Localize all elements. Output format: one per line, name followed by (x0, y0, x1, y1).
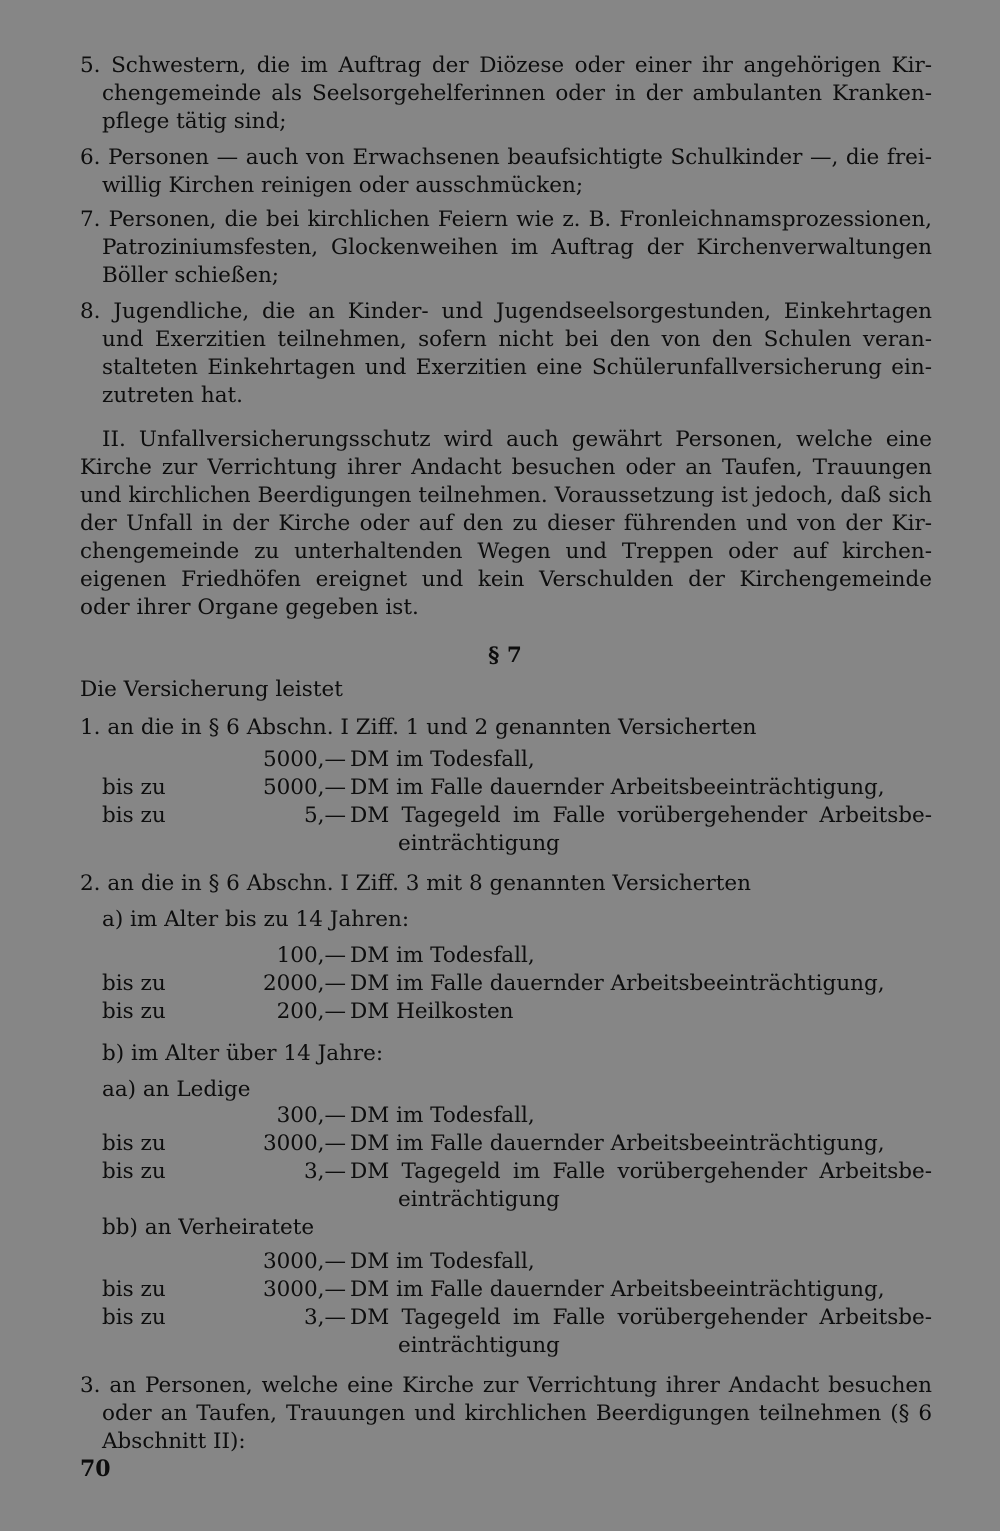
benefit-item-2: 2. an die in § 6 Abschn. I Ziff. 3 mit 8 genannten Versicherten (80, 871, 751, 896)
benefit-amount: 3,— (303, 1305, 346, 1330)
benefit-row (0, 942, 1000, 970)
item7-line: Patroziniumsfesten, Glockenweihen im Auftrag der Kirchenverwaltungen (102, 235, 932, 260)
benefit-amount: 5000,— (262, 747, 346, 772)
benefit-row (0, 1102, 1000, 1130)
item8-line: und Exerzitien teilnehmen, sofern nicht bei den von den Schulen veran- (102, 327, 932, 352)
benefit-description: DM Tagegeld im Falle vorübergehender Arbeitsbe- (350, 1159, 932, 1184)
benefit-description: DM Tagegeld im Falle vorübergehender Arbeitsbe- (350, 803, 932, 828)
benefit-prefix: bis zu (102, 999, 166, 1024)
benefit-description: einträchtigung (398, 1187, 560, 1212)
benefit-amount: 5000,— (262, 775, 346, 800)
benefit-row (0, 1158, 1000, 1186)
item5-line: 5. Schwestern, die im Auftrag der Diözese oder einer ihr angehörigen Kir- (80, 53, 932, 78)
part2-line: chengemeinde zu unterhaltenden Wegen und Treppen oder auf kirchen- (80, 539, 932, 564)
item7-line: 7. Personen, die bei kirchlichen Feiern wie z. B. Fronleichnamsprozessionen, (80, 207, 932, 232)
benefit-amount: 2000,— (262, 971, 346, 996)
benefit-prefix: bis zu (102, 803, 166, 828)
part2-line: II. Unfallversicherungsschutz wird auch gewährt Personen, welche eine (102, 427, 932, 452)
item6-line: 6. Personen — auch von Erwachsenen beaufsichtigte Schulkinder —, die frei- (80, 145, 932, 170)
benefit-item-3-line: oder an Taufen, Trauungen und kirchlichen Beerdigungen teilnehmen (§ 6 (102, 1401, 932, 1426)
benefit-prefix: bis zu (102, 1131, 166, 1156)
benefit-item-3-line: 3. an Personen, welche eine Kirche zur Verrichtung ihrer Andacht besuchen (80, 1373, 932, 1398)
benefit-description: DM im Todesfall, (350, 1249, 535, 1274)
benefit-row (0, 1304, 1000, 1332)
benefit-subitem-bb: bb) an Verheiratete (102, 1215, 315, 1240)
benefit-description: einträchtigung (398, 831, 560, 856)
benefit-subitem-b: b) im Alter über 14 Jahre: (102, 1041, 384, 1066)
benefit-row (0, 1130, 1000, 1158)
item8-line: 8. Jugendliche, die an Kinder- und Jugendseelsorgestunden, Einkehrtagen (80, 299, 932, 324)
benefit-row (0, 774, 1000, 802)
benefit-row (0, 1186, 1000, 1214)
item5-line: chengemeinde als Seelsorgehelferinnen oder in der ambulanten Kranken- (102, 81, 932, 106)
part2-line: der Unfall in der Kirche oder auf den zu dieser führenden und von der Kir- (80, 511, 932, 536)
benefit-amount: 100,— (276, 943, 346, 968)
benefit-description: DM im Falle dauernder Arbeitsbeeinträchtigung, (350, 1131, 885, 1156)
benefit-item-1: 1. an die in § 6 Abschn. I Ziff. 1 und 2 genannten Versicherten (80, 715, 757, 740)
benefit-subitem-aa: aa) an Ledige (102, 1077, 251, 1102)
part2-line: Kirche zur Verrichtung ihrer Andacht besuchen oder an Taufen, Trauungen (80, 455, 932, 480)
benefit-amount: 3000,— (262, 1249, 346, 1274)
benefit-prefix: bis zu (102, 1159, 166, 1184)
part2-line: und kirchlichen Beerdigungen teilnehmen. Voraussetzung ist jedoch, daß sich (80, 483, 932, 508)
benefit-amount: 3000,— (262, 1277, 346, 1302)
benefit-description: DM Tagegeld im Falle vorübergehender Arbeitsbe- (350, 1305, 932, 1330)
benefit-description: DM im Falle dauernder Arbeitsbeeinträchtigung, (350, 971, 885, 996)
benefit-item-3-line: Abschnitt II): (102, 1429, 246, 1454)
benefit-amount: 300,— (276, 1103, 346, 1128)
benefit-row (0, 1276, 1000, 1304)
item5-line: pflege tätig sind; (102, 109, 287, 134)
part2-line: oder ihrer Organe gegeben ist. (80, 595, 419, 620)
benefit-amount: 200,— (276, 999, 346, 1024)
benefit-row (0, 1332, 1000, 1360)
benefit-prefix: bis zu (102, 971, 166, 996)
item7-line: Böller schießen; (102, 263, 280, 288)
benefit-amount: 3,— (303, 1159, 346, 1184)
benefit-description: einträchtigung (398, 1333, 560, 1358)
benefit-prefix: bis zu (102, 1305, 166, 1330)
benefit-amount: 3000,— (262, 1131, 346, 1156)
section-heading: § 7 (488, 643, 522, 668)
section7-intro: Die Versicherung leistet (80, 677, 343, 702)
part2-line: eigenen Friedhöfen ereignet und kein Verschulden der Kirchengemeinde (80, 567, 932, 592)
benefit-row (0, 746, 1000, 774)
benefit-description: DM im Falle dauernder Arbeitsbeeinträchtigung, (350, 775, 885, 800)
benefit-description: DM Heilkosten (350, 999, 514, 1024)
benefit-prefix: bis zu (102, 1277, 166, 1302)
benefit-row (0, 830, 1000, 858)
benefit-row (0, 970, 1000, 998)
item8-line: stalteten Einkehrtagen und Exerzitien eine Schülerunfallversicherung ein- (102, 355, 932, 380)
benefit-subitem-a: a) im Alter bis zu 14 Jahren: (102, 907, 410, 932)
benefit-description: DM im Todesfall, (350, 747, 535, 772)
benefit-description: DM im Todesfall, (350, 1103, 535, 1128)
benefit-prefix: bis zu (102, 775, 166, 800)
benefit-row (0, 802, 1000, 830)
benefit-amount: 5,— (303, 803, 346, 828)
benefit-description: DM im Falle dauernder Arbeitsbeeinträchtigung, (350, 1277, 885, 1302)
benefit-row (0, 998, 1000, 1026)
benefit-description: DM im Todesfall, (350, 943, 535, 968)
page-number: 70 (80, 1456, 111, 1482)
item8-line: zutreten hat. (102, 383, 243, 408)
item6-line: willig Kirchen reinigen oder ausschmücken; (102, 173, 584, 198)
benefit-row (0, 1248, 1000, 1276)
